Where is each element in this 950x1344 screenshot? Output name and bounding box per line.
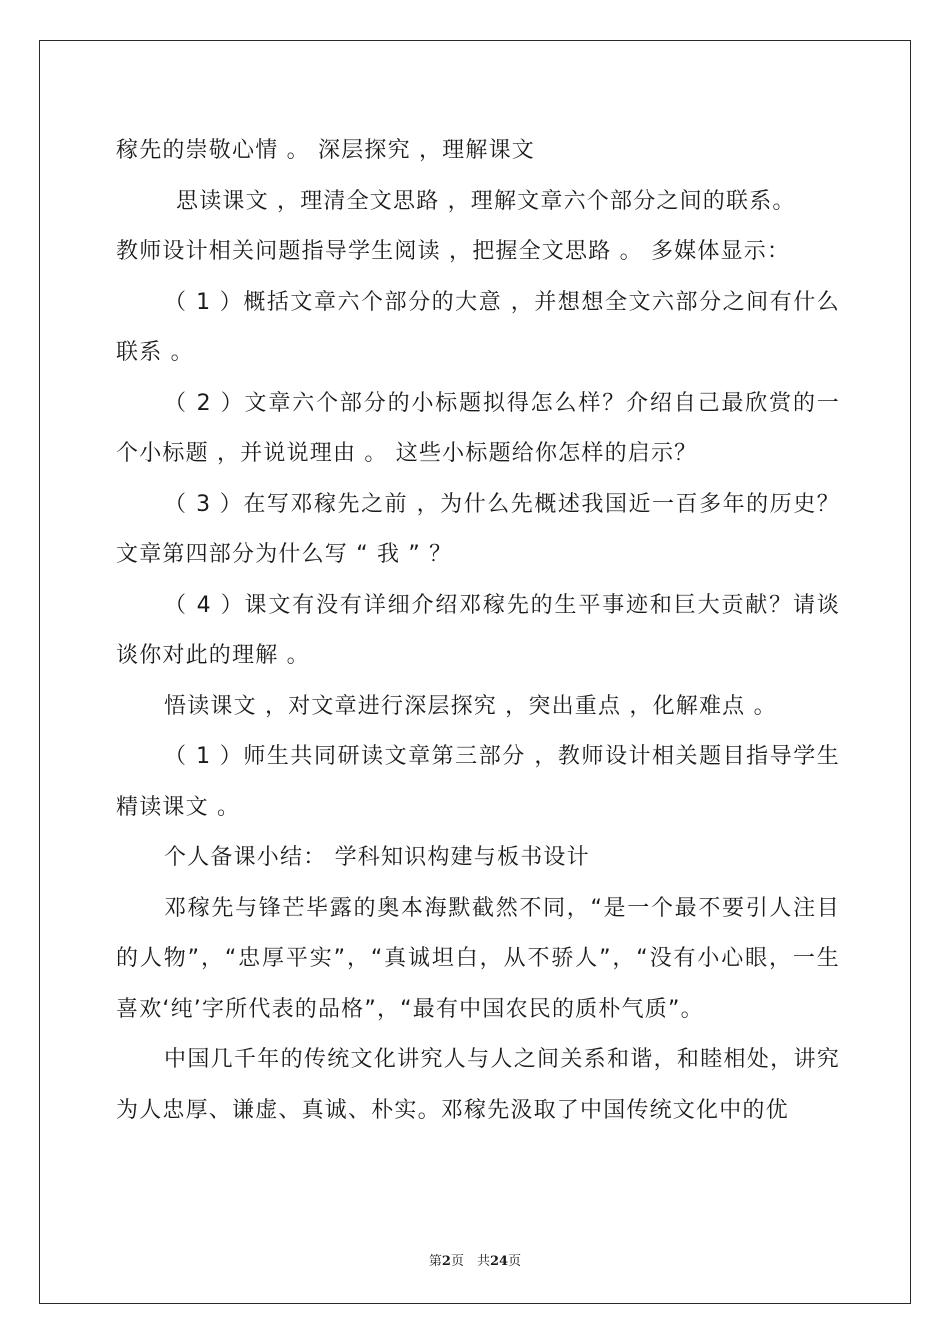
paragraph-2: 思读课文 ，理清全文思路 ，理解文章六个部分之间的联系。	[176, 188, 796, 214]
footer-mid: 页 共	[450, 1254, 490, 1269]
paragraph-6: （ 3 ）在写邓稼先之前 ，为什么先概述我国近一百多年的历史？文章第四部分为什么写 “ 我 ” ？	[116, 491, 840, 567]
paragraph-3: 教师设计相关问题指导学生阅读 ，把握全文思路 。 多媒体显示：	[116, 239, 791, 264]
footer-page-number: 2	[441, 1254, 451, 1269]
paragraph-10: 个人备课小结： 学科知识构建与板书设计	[164, 845, 590, 870]
paragraph-11: 邓稼先与锋芒毕露的奥本海默截然不同，“是一个最不要引人注目的人物”，“忠厚平实”，“真诚坦白，从不骄人”，“没有小心眼，一生喜欢‘纯’字所代表的品格”，“最有中国农民的质朴气质”。	[116, 895, 840, 1022]
paragraph-4: （ 1 ）概括文章六个部分的大意 ，并想想全文六部分之间有什么联系 。	[116, 289, 840, 365]
document-body	[116, 126, 840, 1136]
paragraph-1: 稼先的崇敬心情 。 深层探究 ，理解课文	[116, 138, 535, 163]
paragraph-7: （ 4 ）课文有没有详细介绍邓稼先的生平事迹和巨大贡献？请谈谈你对此的理解 。	[116, 592, 840, 668]
footer-total-pages: 24	[489, 1254, 509, 1269]
paragraph-8: 悟读课文 ，对文章进行深层探究 ，突出重点 ，化解难点 。	[164, 693, 777, 719]
page-footer	[0, 1250, 950, 1269]
footer-suffix: 页	[508, 1254, 522, 1269]
footer-prefix: 第	[428, 1254, 442, 1269]
paragraph-5: （ 2 ）文章六个部分的小标题拟得怎么样？介绍自己最欣赏的一个小标题 ，并说说理由 。 这些小标题给你怎样的启示？	[116, 390, 840, 466]
paragraph-12: 中国几千年的传统文化讲究人与人之间关系和谐，和睦相处，讲究为人忠厚、谦虚、真诚、朴实。邓稼先汲取了中国传统文化中的优	[116, 1047, 840, 1123]
paragraph-9: （ 1 ）师生共同研读文章第三部分 ，教师设计相关题目指导学生精读课文 。	[116, 744, 840, 820]
